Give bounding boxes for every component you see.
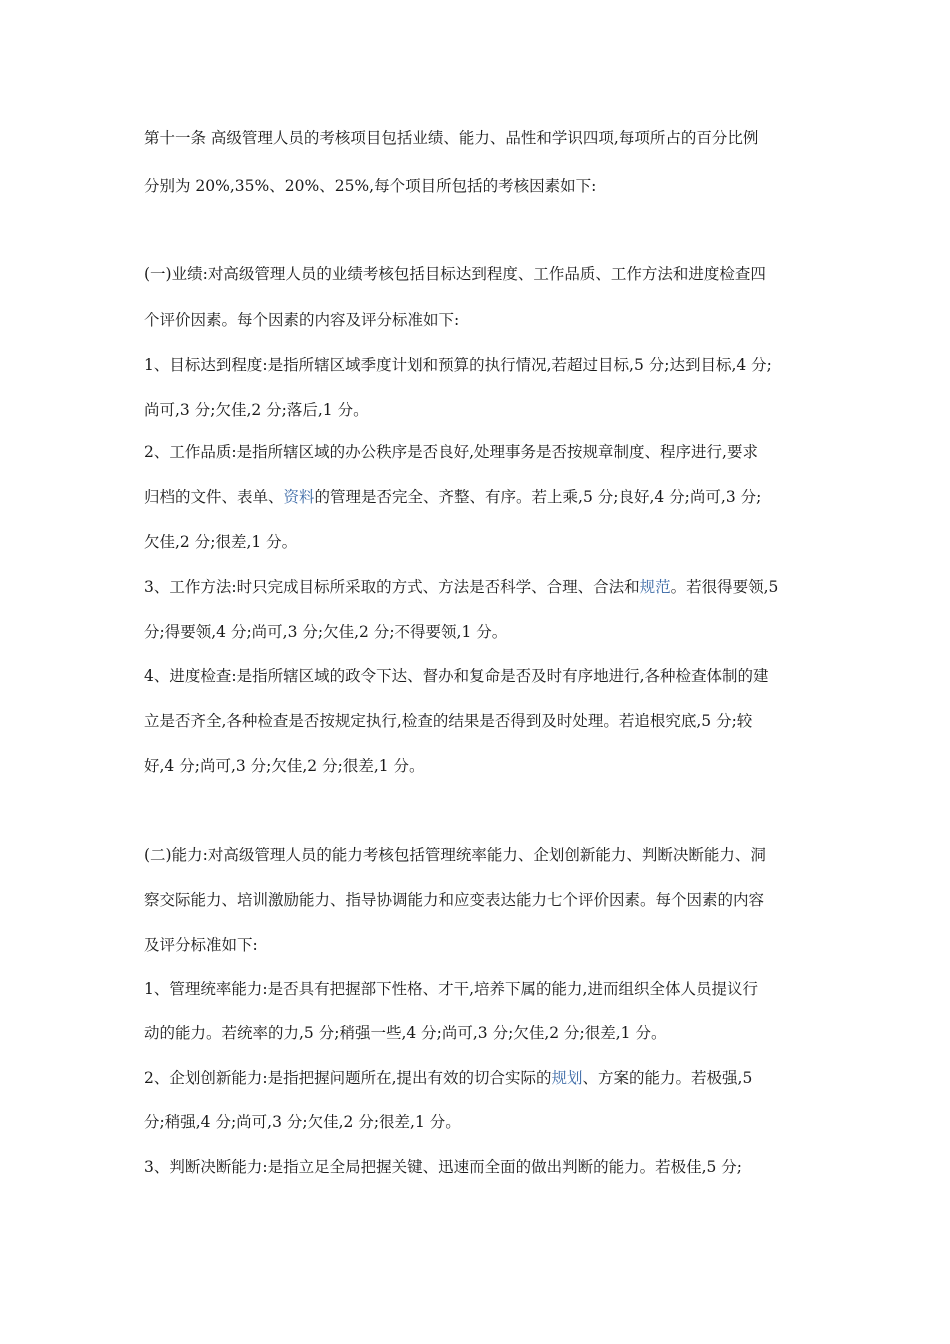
s1-item-2-line-3: 欠佳,2 分;很差,1 分。: [144, 533, 298, 551]
s2-item-1-line-2: 动的能力。若统率的力,5 分;稍强一些,4 分;尚可,3 分;欠佳,2 分;很差,1 分。: [144, 1024, 667, 1042]
s1-item-1-line-1: 1、目标达到程度:是指所辖区域季度计划和预算的执行情况,若超过目标,5 分;达到目标,4 分;: [144, 356, 772, 374]
s1-item-2-line-1: 2、工作品质:是指所辖区域的办公秩序是否良好,处理事务是否按规章制度、程序进行,要求: [144, 443, 758, 461]
s1-item-3-text-b: 。若很得要领,5: [670, 578, 779, 596]
guifan-link[interactable]: 规范: [639, 578, 671, 596]
s2-item-2-line-2: 分;稍强,4 分;尚可,3 分;欠佳,2 分;很差,1 分。: [144, 1113, 461, 1131]
guihua-link[interactable]: 规划: [551, 1069, 583, 1087]
s1-item-3-text-a: 3、工作方法:时只完成目标所采取的方式、方法是否科学、合理、合法和: [144, 578, 640, 596]
s1-item-4-line-1: 4、进度检查:是指所辖区域的政令下达、督办和复命是否及时有序地进行,各种检查体制的建: [144, 667, 769, 685]
s1-item-4-line-3: 好,4 分;尚可,3 分;欠佳,2 分;很差,1 分。: [144, 757, 425, 775]
s1-item-3-line-2: 分;得要领,4 分;尚可,3 分;欠佳,2 分;不得要领,1 分。: [144, 623, 508, 641]
section-2-intro-line-3: 及评分标准如下:: [144, 936, 258, 954]
section-1-intro-line-2: 个评价因素。每个因素的内容及评分标准如下:: [144, 311, 460, 329]
s2-item-2-text-a: 2、企划创新能力:是指把握问题所在,提出有效的切合实际的: [144, 1069, 552, 1087]
s1-item-1-line-2: 尚可,3 分;欠佳,2 分;落后,1 分。: [144, 401, 369, 419]
article-11-line-2: 分别为 20%,35%、20%、25%,每个项目所包括的考核因素如下:: [144, 177, 597, 195]
s1-item-2-line-2: [144, 487, 814, 507]
s2-item-2-text-b: 、方案的能力。若极强,5: [582, 1069, 753, 1087]
s2-item-2-line-1: [144, 1068, 814, 1088]
section-2-intro-line-1: (二)能力:对高级管理人员的能力考核包括管理统率能力、企划创新能力、判断决断能力、洞: [144, 846, 766, 864]
section-1-intro-line-1: (一)业绩:对高级管理人员的业绩考核包括目标达到程度、工作品质、工作方法和进度检查四: [144, 265, 766, 283]
s2-item-3-line-1: 3、判断决断能力:是指立足全局把握关键、迅速而全面的做出判断的能力。若极佳,5 分;: [144, 1158, 743, 1176]
s2-item-1-line-1: 1、管理统率能力:是否具有把握部下性格、才干,培养下属的能力,进而组织全体人员提议行: [144, 980, 758, 998]
s1-item-3-line-1: [144, 577, 814, 597]
s1-item-4-line-2: 立是否齐全,各种检查是否按规定执行,检查的结果是否得到及时处理。若追根究底,5 分;较: [144, 712, 753, 730]
s1-item-2-text-a: 归档的文件、表单、: [144, 488, 284, 506]
article-11-line-1: 第十一条 高级管理人员的考核项目包括业绩、能力、品性和学识四项,每项所占的百分比例: [144, 129, 759, 147]
s1-item-2-text-b: 的管理是否完全、齐整、有序。若上乘,5 分;良好,4 分;尚可,3 分;: [314, 488, 762, 506]
section-2-intro-line-2: 察交际能力、培训激励能力、指导协调能力和应变表达能力七个评价因素。每个因素的内容: [144, 891, 765, 909]
ziliao-link[interactable]: 资料: [283, 488, 315, 506]
